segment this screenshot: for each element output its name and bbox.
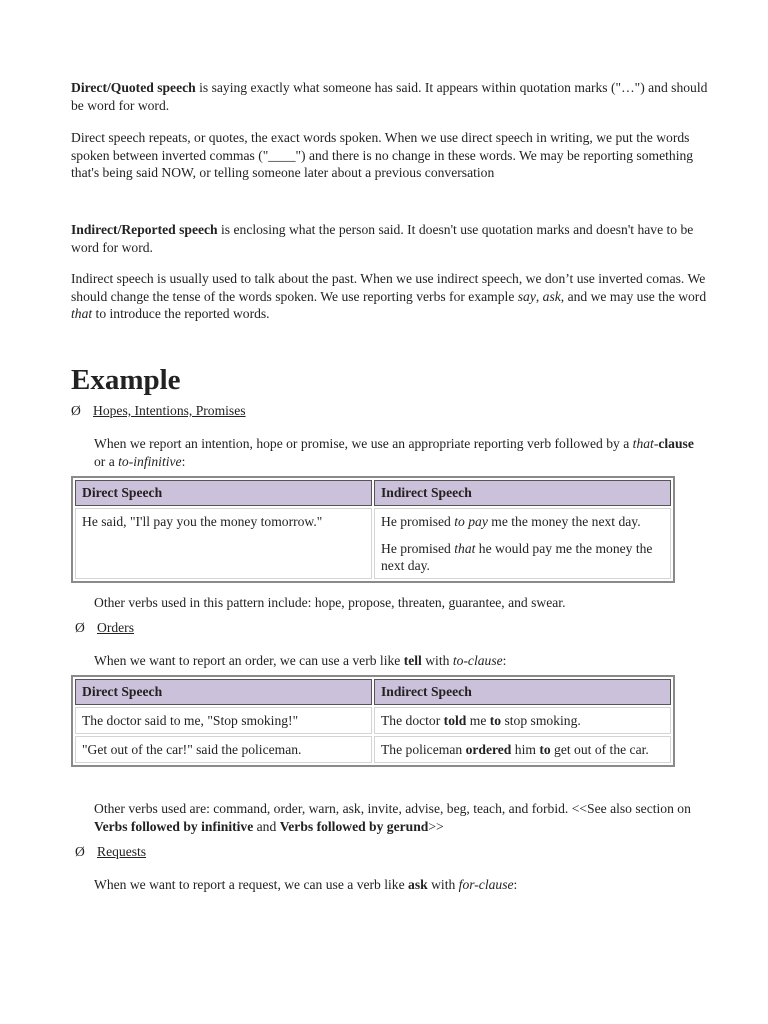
indirect-speech-explanation: Indirect speech is usually used to talk about the past. When we use indirect speech, we don’t use inverted comas. We should change the tense of the words spoken. We use reporting verbs for example say, ask, and we may use the word that to introduce the reported words. bbox=[71, 271, 707, 321]
table-row bbox=[75, 508, 671, 579]
bullet-icon: Ø bbox=[71, 403, 81, 418]
hopes-description: When we report an intention, hope or promise, we use an appropriate reporting verb followed by a that-clause or a to-infinitive: bbox=[94, 436, 694, 469]
section-title-orders: Orders bbox=[97, 620, 134, 635]
indirect-cell: The policeman ordered him to get out of the car. bbox=[374, 736, 671, 763]
section-title-hopes: Hopes, Intentions, Promises bbox=[93, 403, 246, 418]
bullet-icon: Ø bbox=[75, 620, 85, 635]
direct-speech-definition: Direct/Quoted speech is saying exactly what someone has said. It appears within quotation marks ("…") and should be word for word. bbox=[71, 80, 708, 113]
direct-cell: He said, "I'll pay you the money tomorrow." bbox=[75, 508, 372, 579]
orders-description: When we want to report an order, we can use a verb like tell with to-clause: bbox=[94, 653, 507, 668]
bullet-icon: Ø bbox=[75, 844, 85, 859]
table-header-row bbox=[75, 679, 671, 705]
hopes-table bbox=[71, 476, 675, 583]
column-header-indirect: Indirect Speech bbox=[374, 679, 671, 705]
section-title-requests: Requests bbox=[97, 844, 147, 859]
requests-description: When we want to report a request, we can use a verb like ask with for-clause: bbox=[94, 877, 518, 892]
indirect-cell: The doctor told me to stop smoking. bbox=[374, 707, 671, 734]
hopes-other-verbs: Other verbs used in this pattern include: hope, propose, threaten, guarantee, and swear. bbox=[94, 595, 566, 610]
table-row bbox=[75, 707, 671, 734]
indirect-speech-definition: Indirect/Reported speech is enclosing what the person said. It doesn't use quotation marks and doesn't have to be word for word. bbox=[71, 222, 694, 255]
bullet-hopes-intentions-promises bbox=[71, 402, 246, 419]
column-header-indirect: Indirect Speech bbox=[374, 480, 671, 506]
orders-table bbox=[71, 675, 675, 767]
column-header-direct: Direct Speech bbox=[75, 679, 372, 705]
indirect-cell: He promised to pay me the money the next day. He promised that he would pay me the money the next day. bbox=[374, 508, 671, 579]
example-heading: Example bbox=[71, 364, 181, 396]
table-header-row bbox=[75, 480, 671, 506]
table-row bbox=[75, 736, 671, 763]
bullet-requests bbox=[75, 843, 146, 860]
orders-other-verbs: Other verbs used are: command, order, warn, ask, invite, advise, beg, teach, and forbid. <<See also section on Verbs followed by infinitive and Verbs followed by gerund>> bbox=[94, 801, 691, 834]
direct-speech-explanation: Direct speech repeats, or quotes, the exact words spoken. When we use direct speech in writing, we put the words spoken between inverted commas ("____") and there is no change in these words. We may be reporting something that's being said NOW, or telling someone later about a previous conversation bbox=[71, 130, 694, 180]
direct-cell: "Get out of the car!" said the policeman. bbox=[75, 736, 372, 763]
direct-cell: The doctor said to me, "Stop smoking!" bbox=[75, 707, 372, 734]
bullet-orders bbox=[75, 619, 134, 636]
column-header-direct: Direct Speech bbox=[75, 480, 372, 506]
